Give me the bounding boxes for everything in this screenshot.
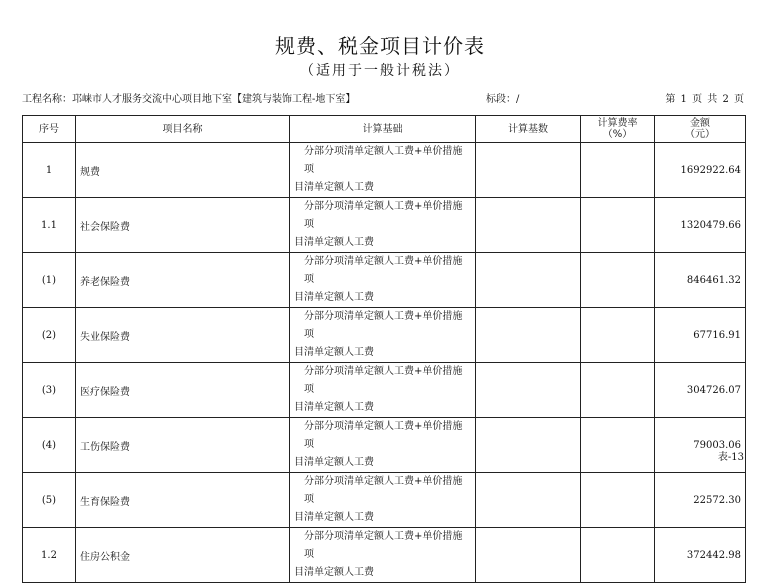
header-amount-unit: （元） [685, 129, 715, 140]
row-base [476, 473, 581, 528]
row-base [476, 308, 581, 363]
page-indicator: 第 1 页 共 2 页 [665, 94, 744, 105]
meta-bar [22, 90, 744, 104]
table-number: 表-13 [717, 452, 744, 463]
row-basis [290, 143, 476, 198]
header-name: 项目名称 [76, 116, 290, 143]
header-rate-label: 计算费率 [597, 118, 638, 129]
row-basis-line1: 分部分项清单定额人工费+单价措施项 [304, 311, 463, 340]
row-basis [290, 528, 476, 583]
page-subtitle: （适用于一般计税法） [300, 63, 460, 79]
table-row [23, 198, 746, 253]
row-basis [290, 418, 476, 473]
row-basis-line2: 目清单定额人工费 [294, 347, 374, 358]
row-basis-line2: 目清单定额人工费 [294, 402, 374, 413]
row-rate [581, 418, 655, 473]
table-row [23, 308, 746, 363]
table-row [23, 143, 746, 198]
row-no: 1 [23, 143, 76, 198]
row-basis [290, 473, 476, 528]
row-basis-line1: 分部分项清单定额人工费+单价措施项 [304, 256, 463, 285]
row-base [476, 418, 581, 473]
row-no: (1) [23, 253, 76, 308]
row-rate [581, 528, 655, 583]
row-no: 1.2 [23, 528, 76, 583]
table-row [23, 363, 746, 418]
table-row [23, 253, 746, 308]
row-rate [581, 143, 655, 198]
row-rate [581, 253, 655, 308]
table-header-row [23, 116, 746, 143]
fee-table [22, 115, 746, 583]
row-amount: 22572.30 [655, 473, 746, 528]
page-title: 规费、税金项目计价表 [275, 34, 485, 58]
row-rate [581, 198, 655, 253]
row-basis-line2: 目清单定额人工费 [294, 237, 374, 248]
header-base: 计算基数 [476, 116, 581, 143]
project-name: 工程名称：邛崃市人才服务交流中心项目地下室【建筑与装饰工程-地下室】 [22, 94, 356, 105]
row-basis-line1: 分部分项清单定额人工费+单价措施项 [304, 476, 463, 505]
row-base [476, 198, 581, 253]
header-basis: 计算基础 [290, 116, 476, 143]
row-basis-line2: 目清单定额人工费 [294, 457, 374, 468]
row-amount: 304726.07 [655, 363, 746, 418]
row-basis-line1: 分部分项清单定额人工费+单价措施项 [304, 201, 463, 230]
header-amount-label: 金额 [690, 118, 710, 129]
row-name: 养老保险费 [76, 253, 290, 308]
row-name: 社会保险费 [76, 198, 290, 253]
row-name: 住房公积金 [76, 528, 290, 583]
row-amount: 1692922.64 [655, 143, 746, 198]
row-base [476, 253, 581, 308]
row-name: 生育保险费 [76, 473, 290, 528]
row-amount: 1320479.66 [655, 198, 746, 253]
header-no: 序号 [23, 116, 76, 143]
row-basis-line2: 目清单定额人工费 [294, 567, 374, 578]
row-no: 1.1 [23, 198, 76, 253]
row-no: (2) [23, 308, 76, 363]
row-base [476, 143, 581, 198]
row-basis-line1: 分部分项清单定额人工费+单价措施项 [304, 531, 463, 560]
row-no: (3) [23, 363, 76, 418]
row-basis-line1: 分部分项清单定额人工费+单价措施项 [304, 366, 463, 395]
row-basis [290, 198, 476, 253]
row-rate [581, 363, 655, 418]
row-basis [290, 308, 476, 363]
row-base [476, 528, 581, 583]
table-row [23, 418, 746, 473]
row-name: 工伤保险费 [76, 418, 290, 473]
row-name: 医疗保险费 [76, 363, 290, 418]
row-basis-line2: 目清单定额人工费 [294, 292, 374, 303]
table-row [23, 473, 746, 528]
row-amount: 372442.98 [655, 528, 746, 583]
row-name: 规费 [76, 143, 290, 198]
row-amount: 846461.32 [655, 253, 746, 308]
header-rate-unit: （%） [602, 129, 633, 140]
row-no: (4) [23, 418, 76, 473]
header-amount [655, 116, 746, 143]
row-rate [581, 308, 655, 363]
row-rate [581, 473, 655, 528]
header-rate [581, 116, 655, 143]
row-amount: 79003.06 [655, 418, 746, 473]
row-name: 失业保险费 [76, 308, 290, 363]
row-basis [290, 363, 476, 418]
row-basis [290, 253, 476, 308]
row-no: (5) [23, 473, 76, 528]
section-label: 标段：/ [486, 94, 520, 105]
row-amount: 67716.91 [655, 308, 746, 363]
row-basis-line2: 目清单定额人工费 [294, 182, 374, 193]
row-base [476, 363, 581, 418]
row-basis-line2: 目清单定额人工费 [294, 512, 374, 523]
row-basis-line1: 分部分项清单定额人工费+单价措施项 [304, 421, 463, 450]
table-row [23, 528, 746, 583]
row-basis-line1: 分部分项清单定额人工费+单价措施项 [304, 146, 463, 175]
